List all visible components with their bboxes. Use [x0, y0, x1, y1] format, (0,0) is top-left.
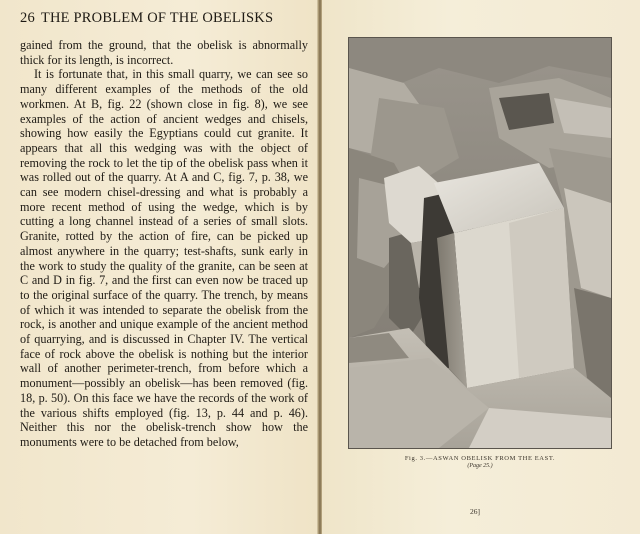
figure-caption: Fig. 3.—ASWAN OBELISK FROM THE EAST. [404, 455, 556, 462]
body-text [20, 38, 308, 450]
left-page [0, 0, 318, 534]
right-page [322, 0, 640, 534]
paragraph-quarry: It is fortunate that, in this small quarry, we can see so many different examples of the methods of the old workmen. At B, fig. 22 (shown close in fig. 8), we see examples of the action of ancient wedges and chisels, showing how easily the Egyptians could cut granite. It appears that all this wedging was with the object of removing the rock to let the tip of the obelisk pass when it was rolled out of the quarry. At A and C, fig. 7, p. 38, we can see modern chisel-dressing and what is probably a more recent method of using the wedge, which is by cutting a long channel instead of a series of small slots. Granite, rotted by the action of fire, can be picked up almost anywhere in the quarry; test-shafts, sunk early in the work to study the quality of the granite, can be seen at C and D in fig. 7, and the first can even now be traced up to the original surface of the quarry. The trench, by means of which it was intended to separate the obelisk from the rock, is another and unique example of the ancient method of quarrying, and is discussed in Chapter IV. The vertical face of rock above the obelisk is nothing but the interior wall of another perimeter-trench, from before which a monument—possibly an obelisk—has been removed (fig. 18, p. 50). On this face we have the records of the work of the various shifts employed (fig. 13, p. 44 and p. 46). Neither this nor the obelisk-trench show how the monuments were to be detached from below, [20, 67, 308, 449]
obelisk-photo-drawing [349, 38, 611, 448]
running-head-title: THE PROBLEM OF THE OBELISKS [40, 10, 274, 26]
obelisk-photograph [349, 38, 611, 448]
folio-number: 26] [470, 507, 480, 516]
running-head [20, 10, 310, 27]
paragraph-continuation: gained from the ground, that the obelisk is abnormally thick for its length, is incorrect. [20, 38, 308, 67]
figure-page-reference: (Page 25.) [467, 463, 493, 469]
page-number: 26 [20, 10, 35, 26]
